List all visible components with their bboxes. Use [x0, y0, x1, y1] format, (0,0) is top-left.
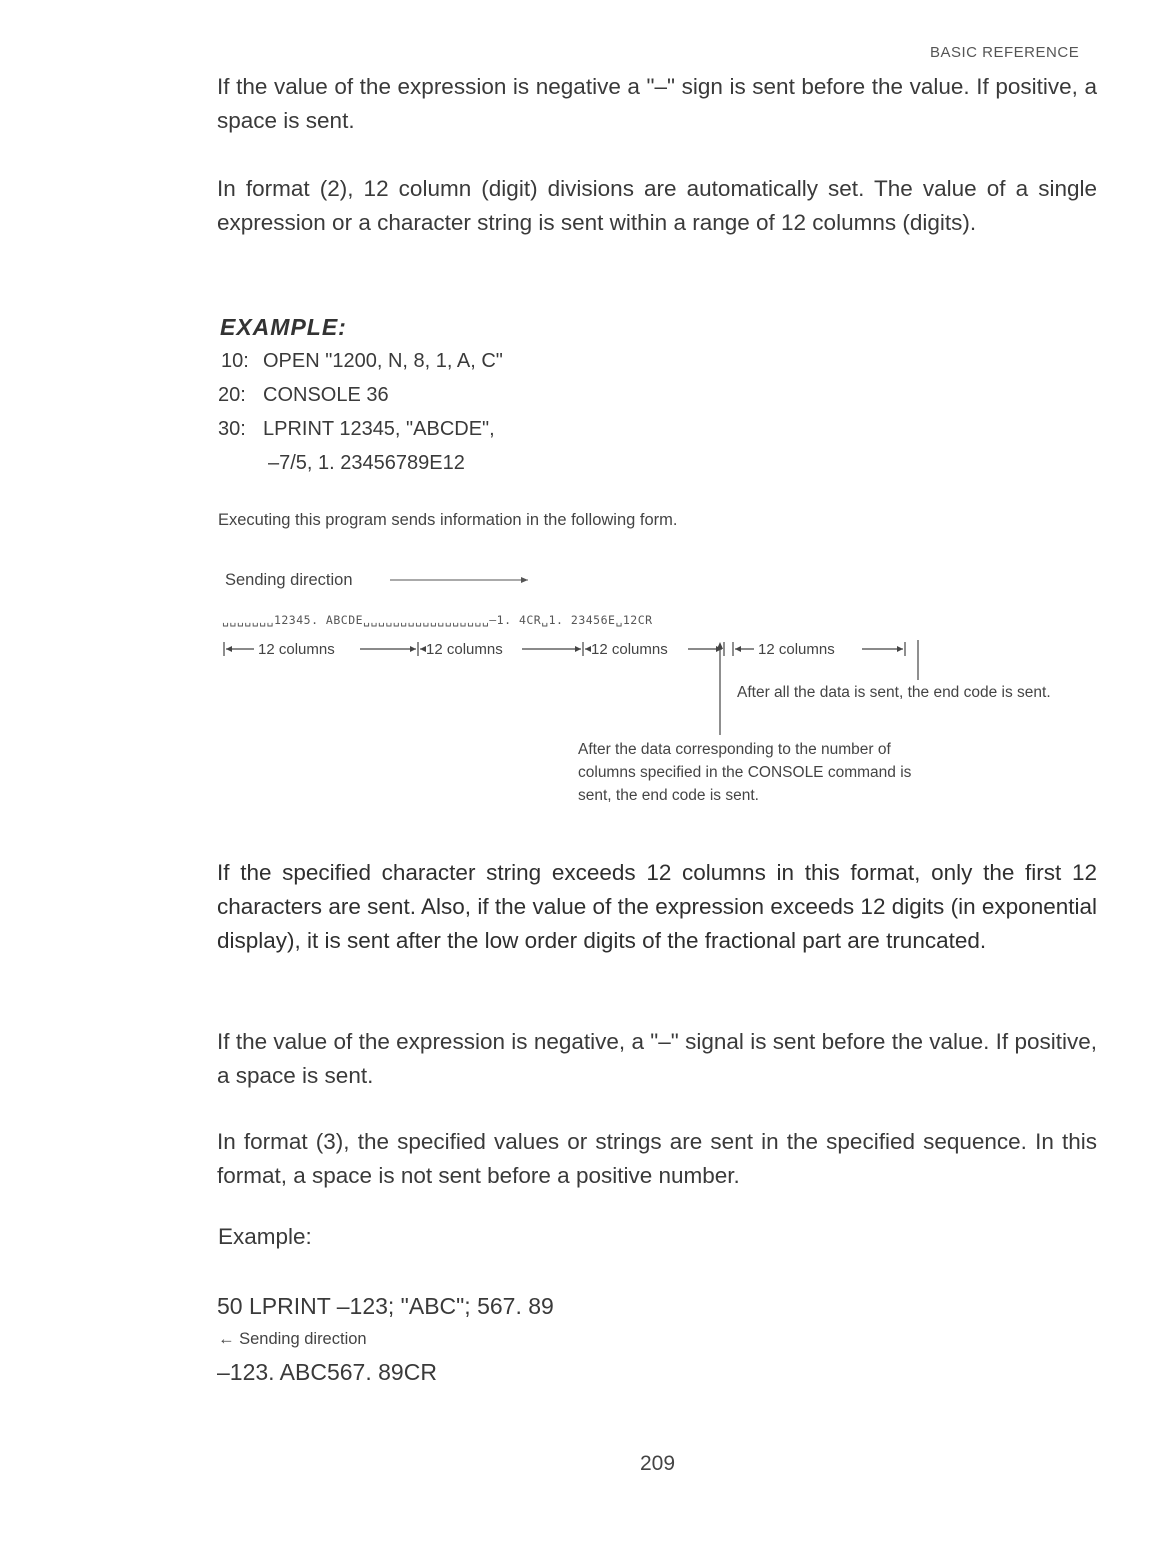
column-label: 12 columns — [426, 641, 503, 658]
paragraph-negative-signal: If the value of the expression is negative, a "–" signal is sent before the value. If positive, a space is sent. — [217, 1029, 1097, 1088]
paragraph-format-3: In format (3), the specified values or strings are sent in the specified sequence. In this format, a space is not sent before a positive number. — [217, 1129, 1097, 1188]
note-end-code: After all the data is sent, the end code is sent. — [737, 684, 1051, 701]
sending-direction-label: Sending direction — [225, 571, 353, 589]
column-label: 12 columns — [258, 641, 335, 658]
code-line: LPRINT 12345, "ABCDE", — [263, 418, 495, 440]
example-caption: Executing this program sends information in the following form. — [218, 511, 678, 529]
example-2-code: 50 LPRINT –123; "ABC"; 567. 89 — [217, 1293, 554, 1319]
paragraph-truncation: If the specified character string exceeds 12 columns in this format, only the first 12 characters are sent. Also, if the value of the expression exceeds 12 digits (in exponential display), it is sent after the low order digits of the fractional part are truncated. — [217, 860, 1097, 953]
example-2-result: –123. ABC567. 89CR — [217, 1359, 437, 1385]
code-line: –7/5, 1. 23456789E12 — [268, 452, 465, 474]
page-number: 209 — [640, 1452, 676, 1475]
paragraph-format-2: In format (2), 12 column (digit) divisions are automatically set. The value of a single expression or a character string is sent within a range of 12 columns (digits). — [217, 176, 1097, 235]
column-label: 12 columns — [591, 641, 668, 658]
direction-arrow-head — [521, 577, 528, 583]
output-data-line: ␣␣␣␣␣␣␣12345. ABCDE␣␣␣␣␣␣␣␣␣␣␣␣␣␣␣␣␣–1. 4CR␣1. 23456E␣12CR — [222, 613, 653, 627]
example-2-heading: Example: — [218, 1224, 312, 1249]
running-header: BASIC REFERENCE — [930, 44, 1080, 61]
example-heading: EXAMPLE: — [220, 314, 347, 340]
code-line: OPEN "1200, N, 8, 1, A, C" — [263, 350, 503, 372]
line-number: 10: — [221, 350, 249, 372]
paragraph-negative-sign: If the value of the expression is negative a "–" sign is sent before the value. If positive, a space is sent. — [217, 74, 1097, 133]
column-label: 12 columns — [758, 641, 835, 658]
line-number: 30: — [218, 418, 246, 440]
example-2-direction: ← Sending direction — [218, 1330, 367, 1348]
note-console: After the data corresponding to the number of columns specified in the CONSOLE command is sent, the end code is sent. — [578, 741, 912, 804]
code-line: CONSOLE 36 — [263, 384, 389, 406]
line-number: 20: — [218, 384, 246, 406]
